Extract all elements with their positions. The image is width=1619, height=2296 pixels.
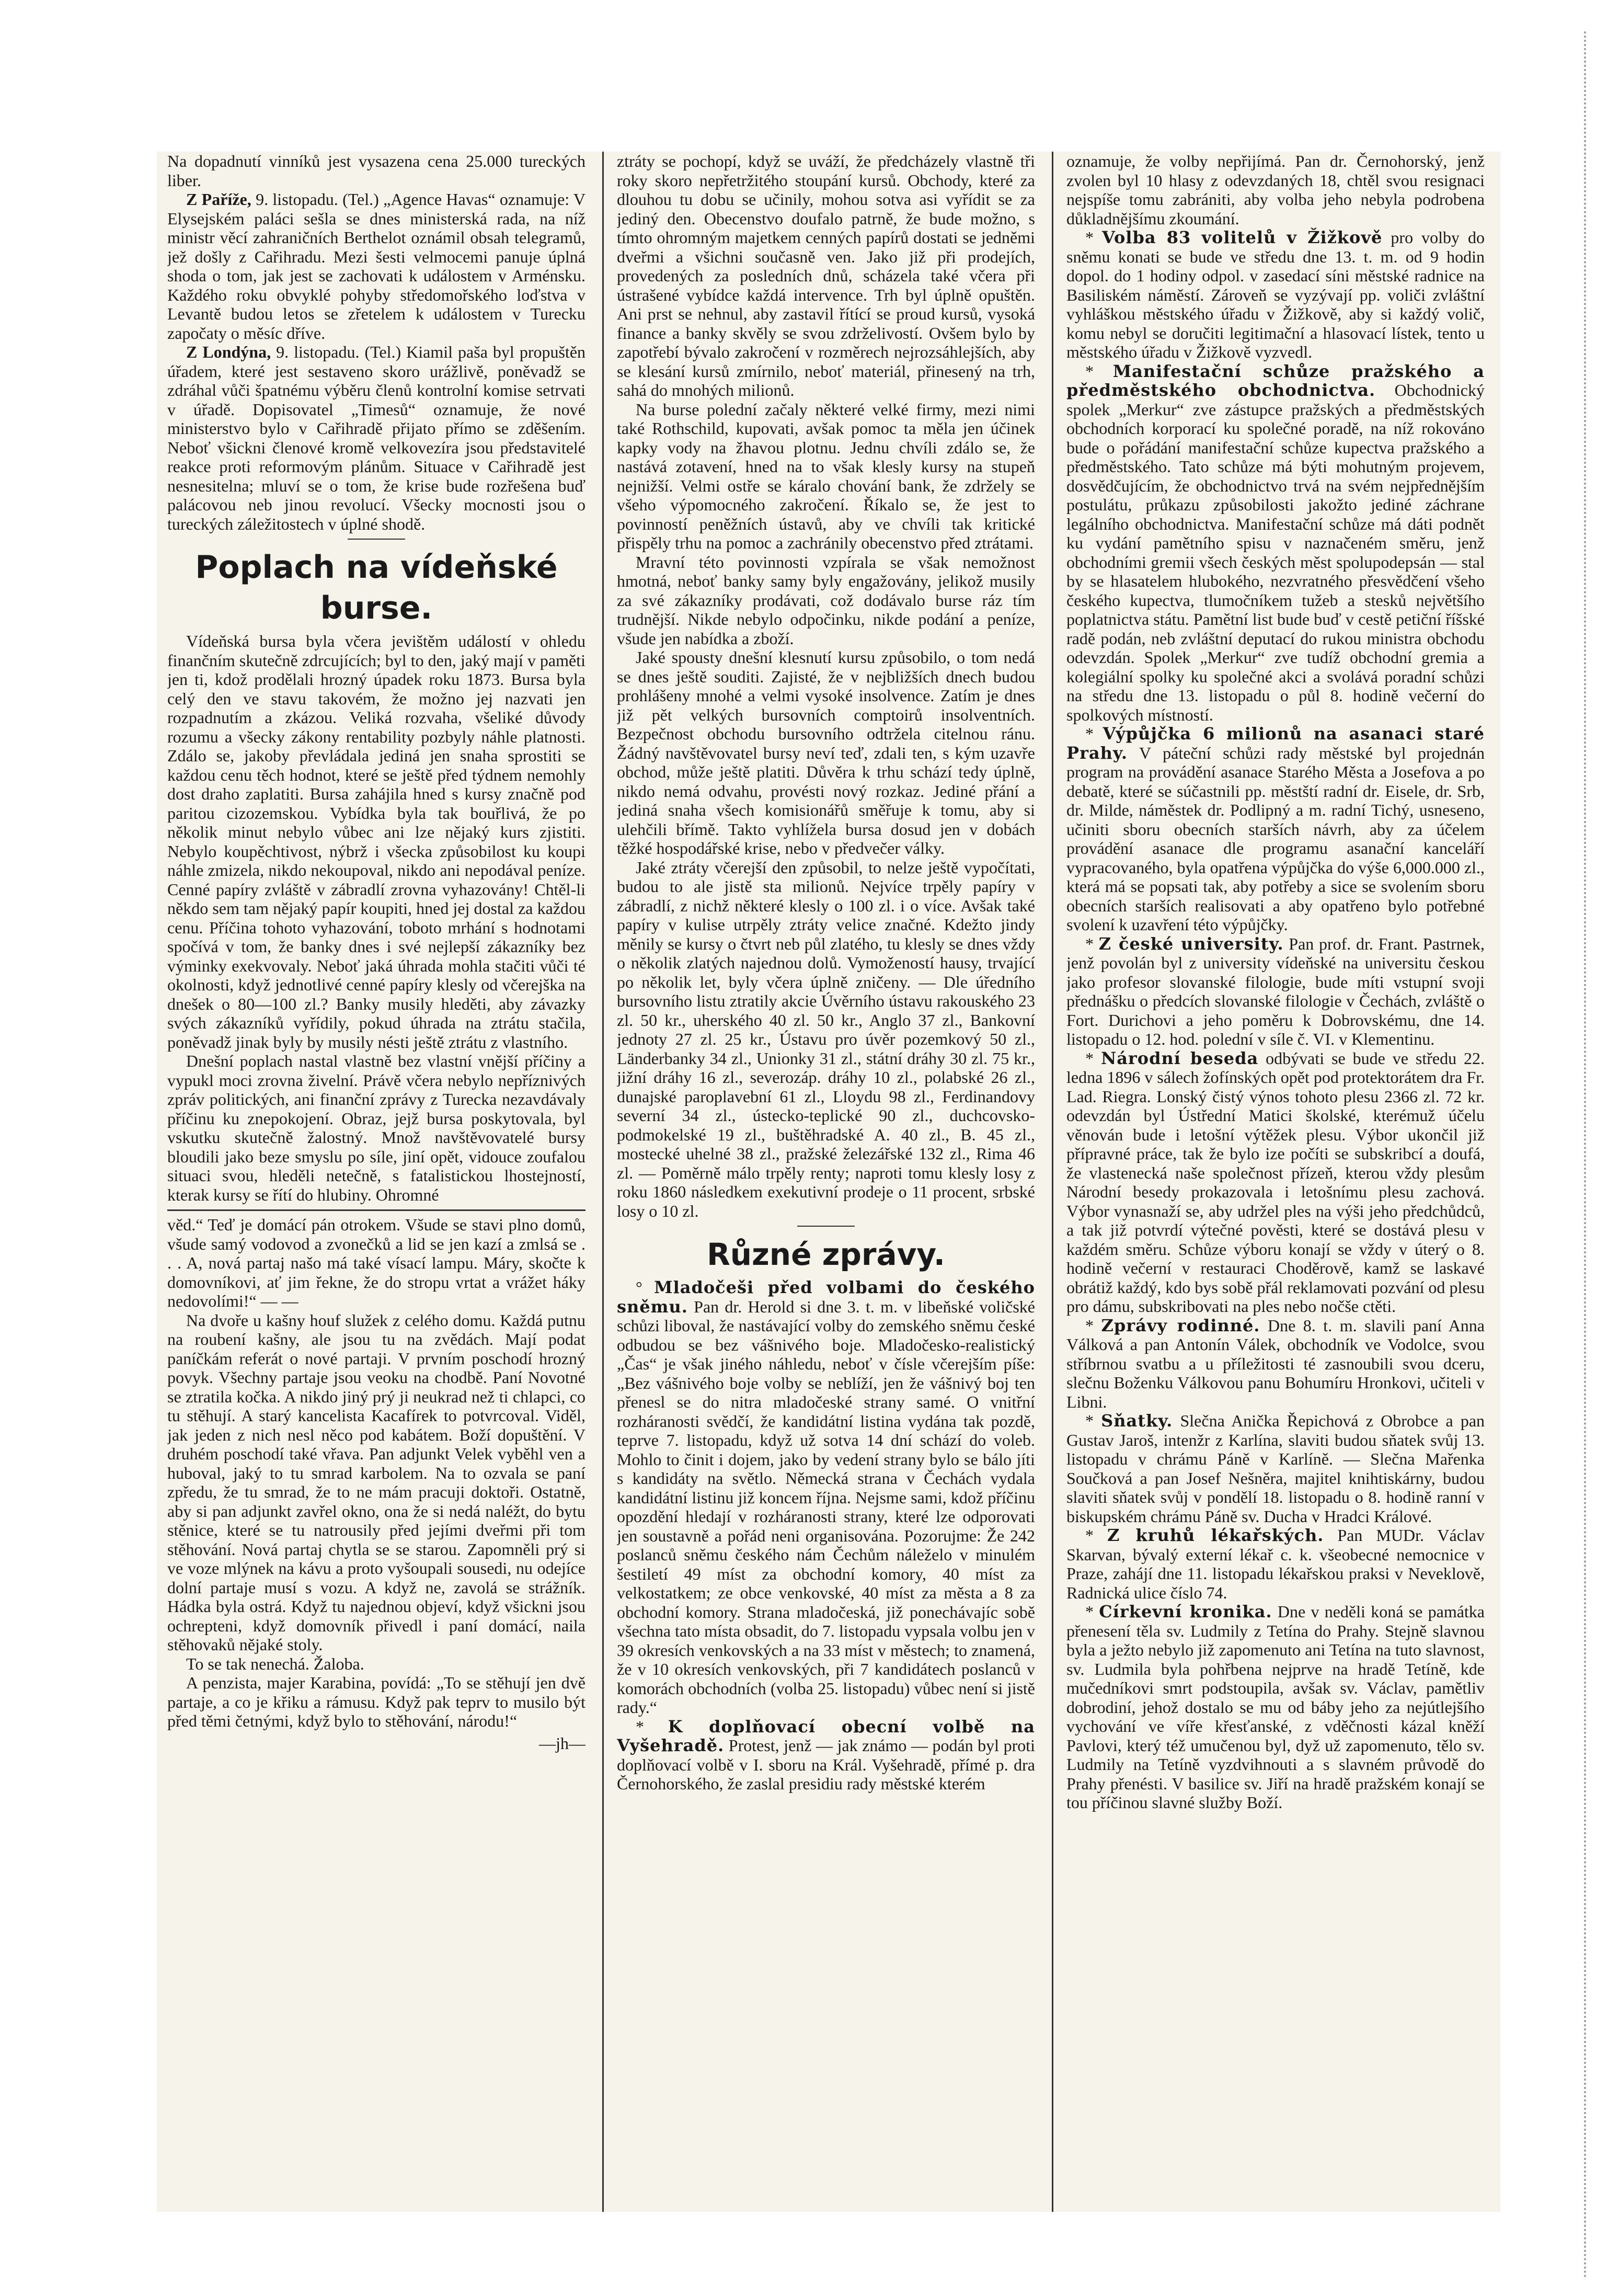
paragraph: To se tak nenechá. Žaloba.: [186, 1654, 364, 1673]
paragraph-body: 9. listopadu. (Tel.) „Agence Havas“ oznamuje: V Elysejském paláci sešla se dnes ministerská rada, na níž ministr věcí zahraničních Berthelot oznámil obsah telegramů, jež došly z Cařihradu. Mezi šesti velmocemi panuje úplná shoda o tom, jak jest se zachovati k událostem v Arménsku. Každého roku obvyklé pohyby středomořského loďstva v Levantě budou letos se zřetelem k událostem v Turecku započaty o měsíc dříve.: [167, 190, 585, 342]
news-item-title: Zprávy rodinné.: [1101, 1315, 1260, 1335]
paragraph-body: V páteční schůzi rady městské byl projednán program na provádění asanace Starého Města a Josefova a po debatě, které se súčastnili pp. městští radní dr. Eisele, dr. Srb, dr. Milde, náměstek dr. Podlipný a m. radní Tichý, usneseno, učiniti sboru obecních starších návrh, aby za účelem provádění asanace dle programu asanační kanceláří vypracovaného, byla opatřena výpůjčka do výše 6,000.000 zl., která má se popsati tak, aby potřeby a sice se svolením sboru obecních starších realisovati a aby opatřeno bylo potřebné svolení k uzavření této výpůjčky.: [1066, 743, 1485, 934]
column-left: [167, 152, 585, 2212]
paragraph-body: Dne 8. t. m. slavili paní Anna Válková a pan Antonín Válek, obchodník ve Vodolce, svou stříbrnou svatbu a u příležitosti té zasnoubili svou dceru, slečnu Boženku Válkovou panu Bohumíru Hronkovi, učiteli v Libni.: [1066, 1316, 1485, 1411]
paragraph: oznamuje, že volby nepřijímá. Pan dr. Černohorský, jenž zvolen byl 10 hlasy z odevzdaných 18, chtěl svou resignaci nejspíše tomu zabrániti, aby volba jeho nebyla podrobena důkladnějšímu zkoumání.: [1066, 152, 1485, 228]
paragraph: Na burse polední začaly některé velké firmy, mezi nimi také Rothschild, kupovati, avšak pomoc ta měla jen účinek kapky vody na žhavou plotnu. Jednu chvíli zdálo se, že nastává zotavení, hned na to však klesly kursy na stupeň nejnižší. Velmi ostře se káralo chování bank, že zdržely se všeho výpomocného zakročení. Říkalo se, že jest to povinností peněžních ústavů, aby ve chvíli tak kritické přispěly trhu na pomoc a zachránily obecenstvo před ztrátami.: [617, 399, 1035, 552]
paragraph-body: Pan prof. dr. Frant. Pastrnek, jenž povolán byl z university vídeňské na universitu českou jako profesor slovanské filologie, bude míti vstupní svoji přednášku o předcích slovanské filologie v Čechách, zvláště o Fort. Durichovi a jeho poměru k Dobrovskému, dne 14. listopadu o 12. hod. polední v síle č. VI. v Klementinu.: [1066, 934, 1485, 1048]
news-item-title: Výpůjčka 6 milionů na asanaci staré Prahy.: [1066, 724, 1485, 763]
paragraph: Na dvoře u kašny houf služek z celého domu. Každá putnu na roubení kašny, ale jsou tu na zvědách. Mají podat paníčkám referát o nové partaji. V prvním poschodí hrozný povyk. Všechny partaje jsou veoku na chodbě. Paní Novotné se ztratila kočka. A nikdo jiný prý ji neukrad než ti chlapci, co tu stěhují. A starý kancelista Kacafírek to potvrcoval. Viděl, jak jeden z nich nesl něco pod kabátem. Boží dopuštění. V druhém poschodí také vřava. Pan adjunkt Velek vyběhl ven a huboval, jaký to tu smrad karbolem. Na to ozvala se paní zpředu, že tu smrad, že to ne mám pracuji doktoři. Ostatně, aby si pan adjunkt zavřel okno, ona že si nedá naléžt, do bytu stěnice, které se tu natrousily před jejími dveřmi při tom stěhování. Nová partaj chytla se se starou. Zapomněli prý si ve voze mlýnek na kávu a proto vyšoupali sousedi, nu odejíce dolní partaje musí s vozu. A když ne, zavolá se strážník. Hádka byla ostrá. Když tu najednou objeví, když všickni jsou ochrepteni, když domovník přivedl i paní domácí, naila stěhovaků nějaké stoly.: [167, 1310, 585, 1654]
paragraph: Jaké ztráty včerejší den způsobil, to nelze ještě vypočítati, budou to ale jistě sta milionů. Nejvíce trpěly papíry v zábradlí, z nichž některé klesly o 100 zl. i o více. Avšak také papíry v kulise utrpěly ztráty velice značné. Kdežto jindy měnily se kursy o čtvrt neb půl zlatého, tu klesly se dnes vždy o několik zlatých najednou dolů. Vymožeností hausy, trvající po několik let, byly včera úplně zničeny. — Dle úředního bursovního listu ztratily akcie Úvěrního ústavu rakouského 23 zl. 50 kr., uherského 40 zl. 50 kr., Anglo 37 zl., Bankovní jednoty 27 zl. 25 kr., Ústavu pro úvěr pozemkový 50 zl., Länderbanky 34 zl., Unionky 31 zl., státní dráhy 30 zl. 75 kr., jižní dráhy 16 zl., severozáp. dráhy 10 zl., polabské 26 zl., dunajské paroplavební 61 zl., Lloydu 98 zl., Ferdinandovy severní 34 zl., ústecko-teplické 90 zl., duchcovsko-podmokelské 19 zl., buštěhradské A. 40 zl., B. 45 zl., mostecké uhelné 38 zl., pražské železářské 132 zl., Rima 46 zl. — Poměrně málo trpěly renty; naproti tomu klesly losy z roku 1860 následkem exekutivní prodeje o 11 procent, srbské losy o 10 zl.: [617, 858, 1035, 1220]
paragraph: * Zprávy rodinné. Dne 8. t. m. slavili paní Anna Válková a pan Antonín Válek, obchodník ve Vodolce, svou stříbrnou svatbu a u příležitosti té zasnoubili svou dceru, slečnu Boženku Válkovou panu Bohumíru Hronkovi, učiteli v Libni.: [1066, 1315, 1485, 1411]
column-rule-left: [602, 152, 604, 2212]
paragraph: * Z kruhů lékařských. Pan MUDr. Václav Skarvan, bývalý externí lékař c. k. všeobecné nemocnice v Praze, zahájí dne 11. listopadu lékařskou praksi v Neveklově, Radnická ulice číslo 74.: [1066, 1525, 1485, 1602]
paragraph: Vídeňská bursa byla včera jevištěm událostí v ohledu finančním skutečně zdrcujících; byl to den, jaký mají v paměti jen ti, kdož prodělali hrozný úpadek roku 1873. Bursa byla celý den ve stavu takovém, že možno jej nazvati jen rozpadnutím a zkázou. Veliká rozvaha, všeliké důvody rozumu a všecky zákony rentability pozbyly náhle platnosti. Zdálo se, jakoby převládala jediná jen snaha sprostiti se každou cenu těch hodnot, které se ještě před týdnem nemohly dost draho zaplatiti. Bursa zahájila hned s kursy značně pod paritou cizozemskou. Vybídka byla tak bouřlivá, že po několik minut nebylo vůbec ani lze nějaký kurs zjistiti. Nebylo koupěchtivost, nýbrž i všecka způsobilost ku koupi náhle zmizela, nikdo nekoupoval, nikdo ani nepodával peníze. Cenné papíry zvláště v zábradlí zrovna vyhazovány! Chtěl-li někdo sem tam nějaký papír koupiti, hned jej dostal za každou cenu. Příčina tohoto vyhazování, toboto mrhání s hodnotami spočívá v tom, že banky dnes i své nejlepší zákazníky bez výminky exekvovaly. Neboť jaká úhrada mohla stačiti vůči té okolnosti, když jednotlivé cenné papíry klesly od včerejška na dnešek o 80—100 zl.? Banky musily hleděti, aby závazky svých zákazníků vyřídily, pokud úhrada na ztrátu stačila, poněvadž jinak byly by musily nésti ještě ztrátu z vlastního.: [167, 632, 585, 1052]
dateline: Z Londýna,: [186, 342, 271, 361]
news-item-title: Z kruhů lékařských.: [1107, 1525, 1324, 1545]
paragraph: [167, 190, 585, 342]
feuilleton-divider: [167, 1209, 585, 1211]
paragraph: Mravní této povinnosti vzpírala se však nemožnost hmotná, neboť banky samy byly engažovány, jelikož musily za své zákazníky prodávati, což dodávalo burse ráz tím trudnější. Nikde nebylo odpočinku, nikde podání a peníze, všude jen nabídka a zboží.: [617, 552, 1035, 648]
news-item-title: Mladočeši před volbami do českého sněmu.: [617, 1277, 1035, 1317]
section-headline: Různé zprávy.: [707, 1237, 945, 1272]
paragraph-body: Pan dr. Herold si dne 3. t. m. v libeňské voličské schůzi liboval, že nastávající volby do zemského sněmu české odbudou se bez vášnivého boje. Mladočesko-realistický „Čas“ je však jiného náhledu, neboť v čísle včerejším píše: „Bez vášnivého boje volby se neblíží, jen že vášnivý boj ten přenesl se do nitra mladočeské strany samé. O vnitřní rozháranosti svědčí, že kandidátní listina vydána tak pozdě, teprve 7. listopadu, když už sotva 14 dní schází do voleb. Mohlo to činit i dojem, jako by vedení strany bylo se bálo jíti s kandidáty na světlo. Německá strana v Čechách vydala kandidátní listinu již koncem října. Nejsme sami, kdož příčinu opozdění hledají v rozháranosti strany, které lze odporovati jen soustavně a pořád neni organisována. Pozorujme: Že 242 poslanců sněmu českého nám Čechům náleželo v minulém šestiletí 49 míst za obchodní komory, 40 míst za velkostatkem; ze obce venkovské, 40 míst za města a 8 za obchodní komory. Strana mladočeská, již ponechávajíc sobě všechna tato místa obsadit, do 7. listopadu vypsala volbu jen v 39 okresích venkovských a na 33 míst v městech; to znamená, že v 10 okresích venkovských, při 7 kandidátech poslanců v komorách obchodních (volba 25. listopadu) vůbec není si jistě rady.“: [617, 1297, 1035, 1717]
column-right: [1066, 152, 1485, 2212]
paragraph: * Sňatky. Slečna Anička Řepichová z Obrobce a pan Gustav Jaroš, intenžr z Karlína, slaviti budou sňatek svůj 13. listopadu v chrámu Páně v Karlíně. — Slečna Mařenka Součková a pan Josef Nešněra, majitel knihtiskárny, budou slaviti sňatek svůj v pondělí 18. listopadu o 8. hodině ranní v biskupském chrámu Páně sv. Ducha v Hradci Králové.: [1066, 1411, 1485, 1526]
paragraph: Na dopadnutí vinníků jest vysazena cena 25.000 tureckých liber.: [167, 152, 585, 190]
news-item-title: K doplňovací obecní volbě na Vyšehradě.: [617, 1716, 1035, 1755]
paragraph-body: Obchodnický spolek „Merkur“ zve zástupce pražských a předměstských obchodních korporací ku společné poradě, na níž rokováno bude o pořádání manifestační schůze kupectva pražského a předměstského. Tato schůze má býti mohutným projevem, dosvědčujícím, že obchodnictvo trvá na svém nejpřednějším postulátu, průkazu způsobilosti jakožto jediné záchrane legálního obchodnictva. Manifestační schůze má dáti podnět ku vydání pamětního spisu v naznačeném směru, jenž obchodními gremii všech českých měst spolupodepsán — stal by se hlasatelem hlubokého, nezvratného přesvědčení všeho českého kupectva, tlumočníkem tužeb a stesků největšího poplatnictva státu. Pamětní list bude buď v cestě petiční říšské radě podán, neb zvláštní deputací do rukou ministra obchodu odevzdán. Spolek „Merkur“ zve tudíž obchodní gremia a kolegiální spolky ku společné akci a svolává poradní schůzi na středu dne 13. listopadu o půl 8. hodině večerní do spolkových místností.: [1066, 381, 1485, 724]
news-item-title: Volba 83 volitelů v Žižkově: [1102, 227, 1383, 247]
news-item-title: Církevní kronika.: [1099, 1602, 1272, 1621]
news-item-title: Manifestační schůze pražského a předměstského obchodnictva.: [1066, 361, 1485, 400]
paragraph: * Manifestační schůze pražského a předměstského obchodnictva. Obchodnický spolek „Merkur“ zve zástupce pražských a předměstských obchodních korporací ku společné poradě, na níž rokováno bude o pořádání manifestační schůze kupectva pražského a předměstského. Tato schůze má býti mohutným projevem, dosvědčujícím, že obchodnictvo trvá na svém nejpřednějším postulátu, průkazu způsobilosti jakožto jediné záchrane legálního obchodnictva. Manifestační schůze má dáti podnět ku vydání pamětního spisu v naznačeném směru, jenž obchodními gremii všech českých měst spolupodepsán — stal by se hlasatelem hlubokého, nezvratného přesvědčení všeho českého kupectva, tlumočníkem tužeb a stesků největšího poplatnictva státu. Pamětní list bude buď v cestě petiční říšské radě podán, neb zvláštní deputací do rukou ministra obchodu odevzdán. Spolek „Merkur“ zve tudíž obchodní gremia a kolegiální spolky ku společné akci a svolává poradní schůzi na středu dne 13. listopadu o půl 8. hodině večerní do spolkových místností.: [1066, 361, 1485, 724]
paragraph: [167, 342, 585, 533]
paragraph-body: Protest, jenž — jak známo — podán byl proti doplňovací volbě v I. sboru na Král. Vyšehradě, přímé p. dra Černohorského, že zaslal presidiu rady městské kterém: [617, 1736, 1035, 1793]
paragraph: * Církevní kronika. Dne v neděli koná se památka přenesení těla sv. Ludmily z Tetína do Prahy. Stejně slavnou byla a ježto nebylo již zapomenuto ani Tetína na tuto slavnost, sv. Ludmila byla pohřbena nejprve na hradě Tetíně, kde mučedníkovi smrt podstoupila, avšak sv. Václav, pamětliv dobrodiní, jehož dostalo se mu od báby jeho za nejútlejšího vychování ve víře křesťanské, z vděčnosti kázal kněží Pavlovi, který též umučenou byl, dyž už zapomenuto, tělo sv. Ludmily na Tetíně vyzdvihnouti a s slavném průvodě do Prahy přenésti. V basilice sv. Jiří na hradě pražském konají se tou příčinou slavné služby Boží.: [1066, 1602, 1485, 1812]
paragraph: Dnešní poplach nastal vlastně bez vlastní vnější příčiny a vypukl moci zrovna živelní. Právě včera nebylo nepříznivých zpráv politických, ani finanční zprávy z Turecka nezavdávaly příčinu ku znepokojení. Obraz, jejž bursa poskytovala, byl vskutku skutečně žalostný. Množ navštěvovatelé bursy bloudili jako beze smyslu po síle, jiní opět, vidouce zoufalou situaci svou, hleděli netečně, s fatalistickou lhostejností, kterak kursy se řítí do hlubiny. Ohromné: [167, 1052, 585, 1204]
dateline: Z Paříže,: [186, 190, 251, 209]
paragraph: věd.“ Teď je domácí pán otrokem. Všude se stavi plno domů, všude samý vodovod a zvonečků a lid se jen kazí a zmlsá se . . . A, nová partaj našo má také vísací lampu. Máry, skočte k domovníkovi, ať jim řekne, že do stropu vrtat a vrážet háky nedovolími!“ — —: [167, 1215, 585, 1310]
divider: [797, 1226, 855, 1227]
column-middle: [617, 152, 1035, 2212]
article-headline: Poplach na vídeňské burse.: [195, 549, 558, 626]
news-item-title: Sňatky.: [1101, 1411, 1173, 1431]
paragraph: A penzista, majer Karabina, povídá: „To se stěhují jen dvě partaje, a co je křiku a rámusu. Když pak teprv to musilo být před těmi četnými, když bylo to stěhování, národu!“: [167, 1673, 585, 1730]
page-edge-dots: [1584, 31, 1589, 2280]
paragraph: * Volba 83 volitelů v Žižkově pro volby do sněmu konati se bude ve středu dne 13. t. m. od 9 hodin dopol. do 1 hodiny odpol. v zasedací síni městské radnice na Basiliském náměstí. Zároveň se vyzývají pp. voliči zvláštní vyhláškou městského úřadu v Žižkově, aby si každý volič, komu nebyl se doručiti legitimační a hlasovací lístek, tento u městského úřadu v Žižkově vyzvedl.: [1066, 227, 1485, 361]
newspaper-page: [157, 152, 1500, 2212]
paragraph: ztráty se pochopí, když se uváží, že předcházely vlastně tři roky skoro nepřetržitého stoupání kursů. Obchody, které za dlouhou tu dobu se učinily, mohou sotva asi vyřídit se za jediný den. Obecenstvo doufalo patrně, že bude možno, s tímto ohromným majetkem cenných papírů dostati se jedněmi dveřmi a všichni současně ven. Jako již při prodejích, provedených za posledních dnů, scházela také včera při ústrašené vybídce každá intervence. Trh byl úplně opuštěn. Ani prst se nehnul, aby zastavil řítící se proud kursů, vysoká finance a banky skvěly se svou zdrželivostí. Ovšem bylo by zapotřebí bývalo zakročení v rozměrech nejrozsáhlejších, aby se klesání kursů zmírnilo, neboť materiál, přinesený na trh, sahá do mnohých milionů.: [617, 152, 1035, 399]
news-item-title: Národní beseda: [1100, 1048, 1259, 1068]
paragraph: * Z české university. Pan prof. dr. Frant. Pastrnek, jenž povolán byl z university vídeňské na universitu českou jako profesor slovanské filologie, bude míti vstupní svoji přednášku o předcích slovanské filologie v Čechách, zvláště o Fort. Durichovi a jeho poměru k Dobrovskému, dne 14. listopadu o 12. hod. polední v síle č. VI. v Klementinu.: [1066, 933, 1485, 1048]
author-signature: —jh—: [539, 1733, 585, 1753]
news-item-title: Z české university.: [1098, 933, 1284, 954]
column-rule-right: [1052, 152, 1053, 2212]
paragraph: * Národní beseda odbývati se bude ve středu 22. ledna 1896 v sálech žofínských opět pod protektorátem dra Fr. Lad. Riegra. Lonský čistý výnos tohoto plesu 2366 zl. 72 kr. odevzdán byl Ústřední Matici školské, kterémuž účelu věnován bude i letošní výtěžek plesu. Výbor ukončil již přípravné práce, tak že bylo ize počíti se subskribcí a doufá, že vlastenecká naše společnost přízeň, kterou vždy plesům Národní besedy prokazovala i letošnímu plesu zachová. Výbor vynasnaží se, aby udržel ples na výši jeho předchůdců, a tak již potvrdí výtečné pověsti, které se dostává plesu v každém směru. Schůze výboru konají se vždy v úterý o 8. hodině večerní v restauraci Choděrově, kamž se laskavé obrátiž každý, kdo bys sobě přál reklamovati pozvání od plesu pro dámu, subskribovati na ples nebo nočše ctěti.: [1066, 1048, 1485, 1316]
paragraph: * K doplňovací obecní volbě na Vyšehradě. Protest, jenž — jak známo — podán byl proti doplňovací volbě v I. sboru na Král. Vyšehradě, přímé p. dra Černohorského, že zaslal presidiu rady městské kterém: [617, 1716, 1035, 1793]
paragraph: Jaké spousty dnešní klesnutí kursu způsobilo, o tom nedá se dnes ještě souditi. Zajisté, že v nejbližších dnech budou prohlášeny mnohé a velmi vysoké insolvence. Zatím je dnes již pět velkých bursovních comptoirů insolventních. Bezpečnost obchodu bursovního odtržela citelnou ránu. Žádný navštěvovatel bursy neví teď, zdali ten, s kým uzavře obchod, může ještě platiti. Důvěra k trhu schází tedy úplně, nikdo nemá odvahu, provésti nový rozkaz. Jediné přání a jediná snaha všech komisionářů směřuje k tomu, aby si ulehčili břímě. Takto vyhlížela bursa dosud jen v dobách těžké hospodářské krise, nebo v předvečer války.: [617, 648, 1035, 858]
paragraph: ° Mladočeši před volbami do českého sněmu. Pan dr. Herold si dne 3. t. m. v libeňské voličské schůzi liboval, že nastávající volby do zemského sněmu české odbudou se bez vášnivého boje. Mladočesko-realistický „Čas“ je však jiného náhledu, neboť v čísle včerejším píše: „Bez vášnivého boje volby se neblíží, jen že vášnivý boj ten přenesl se do nitra mladočeské strany samé. O vnitřní rozháranosti svědčí, že kandidátní listina vydána tak pozdě, teprve 7. listopadu, když už sotva 14 dní schází do voleb. Mohlo to činit i dojem, jako by vedení strany bylo se bálo jíti s kandidáty na světlo. Německá strana v Čechách vydala kandidátní listinu již koncem října. Nejsme sami, kdož příčinu opozdění hledají v rozháranosti strany, které lze odporovati jen soustavně a pořád neni organisována. Pozorujme: Že 242 poslanců sněmu českého nám Čechům náleželo v minulém šestiletí 49 míst za obchodní komory, 40 míst za velkostatkem; ze obce venkovské, 40 míst za města a 8 za obchodní komory. Strana mladočeská, již ponechávajíc sobě všechna tato místa obsadit, do 7. listopadu vypsala volbu jen v 39 okresích venkovských a na 33 míst v městech; to znamená, že v 10 okresích venkovských, při 7 kandidátech poslanců v komorách obchodních (volba 25. listopadu) vůbec není si jistě rady.“: [617, 1277, 1035, 1717]
paragraph: * Výpůjčka 6 milionů na asanaci staré Prahy. V páteční schůzi rady městské byl projednán program na provádění asanace Starého Města a Josefova a po debatě, které se súčastnili pp. městští radní dr. Eisele, dr. Srb, dr. Milde, náměstek dr. Podlipný a m. radní Tichý, usneseno, učiniti sboru obecních starších návrh, aby za účelem provádění asanace dle programu asanační kanceláří vypracovaného, byla opatřena výpůjčka do výše 6,000.000 zl., která má se popsati tak, aby potřeby a sice se svolením sboru obecních starších realisovati a aby opatřeno bylo potřebné svolení k uzavření této výpůjčky.: [1066, 724, 1485, 934]
paragraph-body: pro volby do sněmu konati se bude ve středu dne 13. t. m. od 9 hodin dopol. do 1 hodiny odpol. v zasedací síni městské radnice na Basiliském náměstí. Zároveň se vyzývají pp. voliči zvláštní vyhláškou městského úřadu v Žižkově, aby si každý volič, komu nebyl se doručiti legitimační a hlasovací lístek, tento u městského úřadu v Žižkově vyzvedl.: [1066, 228, 1485, 361]
divider: [348, 539, 405, 540]
paragraph-body: odbývati se bude ve středu 22. ledna 1896 v sálech žofínských opět pod protektorátem dra Fr. Lad. Riegra. Lonský čistý výnos tohoto plesu 2366 zl. 72 kr. odevzdán byl Ústřední Matici školské, kterémuž účelu věnován bude i letošní výtěžek plesu. Výbor ukončil již přípravné práce, tak že bylo ize počíti se subskribcí a doufá, že vlastenecká naše společnost přízeň, kterou vždy plesům Národní besedy prokazovala i letošnímu plesu zachová. Výbor vynasnaží se, aby udržel ples na výši jeho předchůdců, a tak již potvrdí výtečné pověsti, které se dostává plesu v každém směru. Schůze výboru konají se vždy v úterý o 8. hodině večerní v restauraci Choděrově, kamž se laskavé obrátiž každý, kdo bys sobě přál reklamovati pozvání od plesu pro dámu, subskribovati na ples nebo nočše ctěti.: [1066, 1048, 1485, 1316]
paragraph-body: Pan MUDr. Václav Skarvan, bývalý externí lékař c. k. všeobecné nemocnice v Praze, zahájí dne 11. listopadu lékařskou praksi v Neveklově, Radnická ulice číslo 74.: [1066, 1526, 1485, 1602]
paragraph-body: Dne v neděli koná se památka přenesení těla sv. Ludmily z Tetína do Prahy. Stejně slavnou byla a ježto nebylo již zapomenuto ani Tetína na tuto slavnost, sv. Ludmila byla pohřbena nejprve na hradě Tetíně, kde mučedníkovi smrt podstoupila, avšak sv. Václav, pamětliv dobrodiní, jehož dostalo se mu od báby jeho za nejútlejšího vychování ve víře křesťanské, z vděčnosti kázal kněží Pavlovi, který též umučenou byl, dyž už zapomenuto, tělo sv. Ludmily na Tetíně vyzdvihnouti a s slavném průvodě do Prahy přenésti. V basilice sv. Jiří na hradě pražském konají se tou příčinou slavné služby Boží.: [1066, 1602, 1485, 1812]
paragraph-body: Slečna Anička Řepichová z Obrobce a pan Gustav Jaroš, intenžr z Karlína, slaviti budou sňatek svůj 13. listopadu v chrámu Páně v Karlíně. — Slečna Mařenka Součková a pan Josef Nešněra, majitel knihtiskárny, budou slaviti sňatek svůj v pondělí 18. listopadu o 8. hodině ranní v biskupském chrámu Páně sv. Ducha v Hradci Králové.: [1066, 1411, 1485, 1526]
paragraph-body: 9. listopadu. (Tel.) Kiamil paša byl propuštěn úřadem, které jest sestaveno skoro urážlivě, poněvadž se zdráhal vůči špatnému výběru členů kontrolní komise setrvati v úřadě. Dopisovatel „Timesů“ oznamuje, že nové ministerstvo bylo v Cařihradě přijato přímo se zděšením. Neboť všickni členové kromě velkovezíra jsou představitelé reakce proti reformovým plánům. Situace v Cařihradě jest nesnesitelna; mluví se o tom, že krise bude rozřešena buď palácovou neb jinou revolucí. Všecky mocnosti jsou o tureckých záležitostech v úplné shodě.: [167, 342, 585, 533]
